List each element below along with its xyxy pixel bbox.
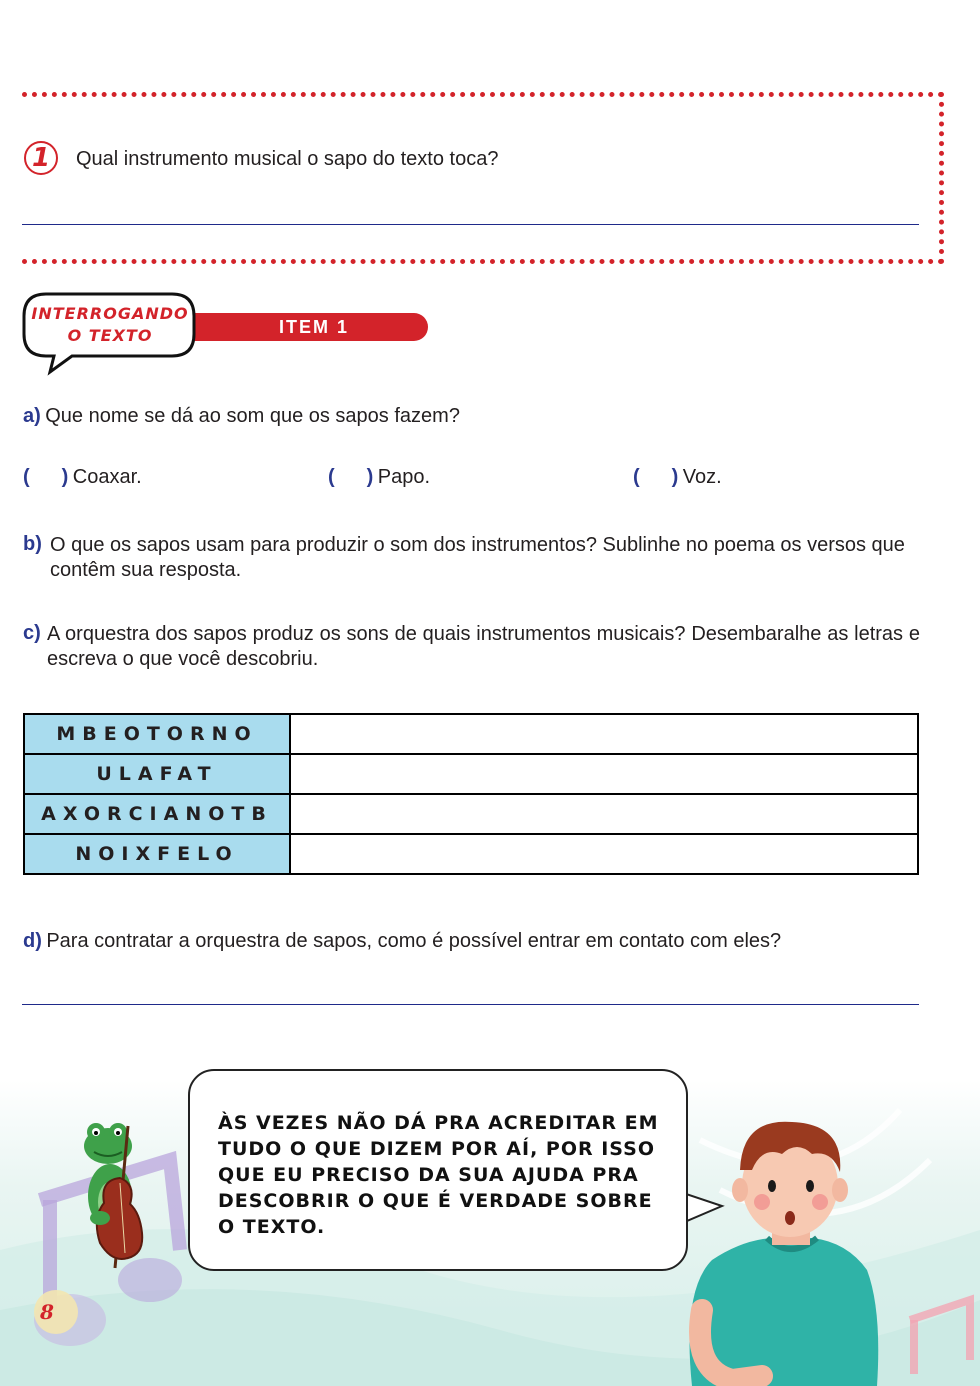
option-coaxar[interactable] [23,466,142,489]
section-title [26,303,194,347]
option-close-paren: ) [671,466,679,488]
option-voz[interactable] [633,466,722,489]
item-c-text: A orquestra dos sapos produz os sons de quais instrumentos musicais? Desembaralhe as letras e escreva o que você descobriu. [47,623,920,670]
section-title-line1: INTERROGANDO [31,304,189,323]
boy-character-icon [672,1110,902,1386]
speech-text: ÀS VEZES NÃO DÁ PRA ACREDITAR EM TUDO O QUE DIZEM POR AÍ, POR ISSO QUE EU PRECISO DA SUA AJUDA PRA DESCOBRIR O QUE É VERDADE SOBRE O TEXTO. [218,1112,659,1238]
scrambled-word: AXORCIANOTB [24,794,290,834]
answer-cell[interactable] [290,714,918,754]
item-d-letter: d) [23,930,42,952]
table-row [24,794,918,834]
table-row [24,754,918,794]
option-papo[interactable] [328,466,430,489]
answer-cell[interactable] [290,794,918,834]
item-b-letter: b) [23,533,42,555]
scramble-table [23,713,919,875]
table-row [24,714,918,754]
question-number-badge: 1 [24,141,58,175]
scrambled-word: ULAFAT [24,754,290,794]
item-b-text: O que os sapos usam para produzir o som dos instrumentos? Sublinhe no poema os versos que contêm sua resposta. [50,534,905,581]
item-label-bar: ITEM 1 [170,313,428,341]
option-close-paren: ) [366,466,374,488]
table-row [24,834,918,874]
option-open-paren: ( [328,466,335,488]
option-label: Papo. [377,466,431,488]
item-a-letter: a) [23,405,41,427]
section-title-line2: O TEXTO [67,326,153,345]
item-d-text: Para contratar a orquestra de sapos, como é possível entrar em contato com eles? [46,930,782,952]
answer-line-d[interactable] [22,1004,919,1005]
option-label: Coaxar. [72,466,142,488]
answer-cell[interactable] [290,754,918,794]
pink-music-note-icon [900,1290,980,1386]
scrambled-word: NOIXFELO [24,834,290,874]
item-c-letter: c) [23,622,41,644]
option-label: Voz. [682,466,722,488]
item-a-text: Que nome se dá ao som que os sapos fazem? [45,405,460,427]
item-a-question [23,404,460,429]
page-number: 8 [40,1300,54,1324]
option-open-paren: ( [23,466,30,488]
option-open-paren: ( [633,466,640,488]
question-text: Qual instrumento musical o sapo do texto toca? [76,148,499,170]
question-box [22,92,944,264]
option-close-paren: ) [61,466,69,488]
item-d-question [23,929,781,954]
answer-line-1[interactable] [22,224,919,225]
frog-cello-icon [70,1118,180,1273]
scrambled-word: MBEOTORNO [24,714,290,754]
answer-cell[interactable] [290,834,918,874]
